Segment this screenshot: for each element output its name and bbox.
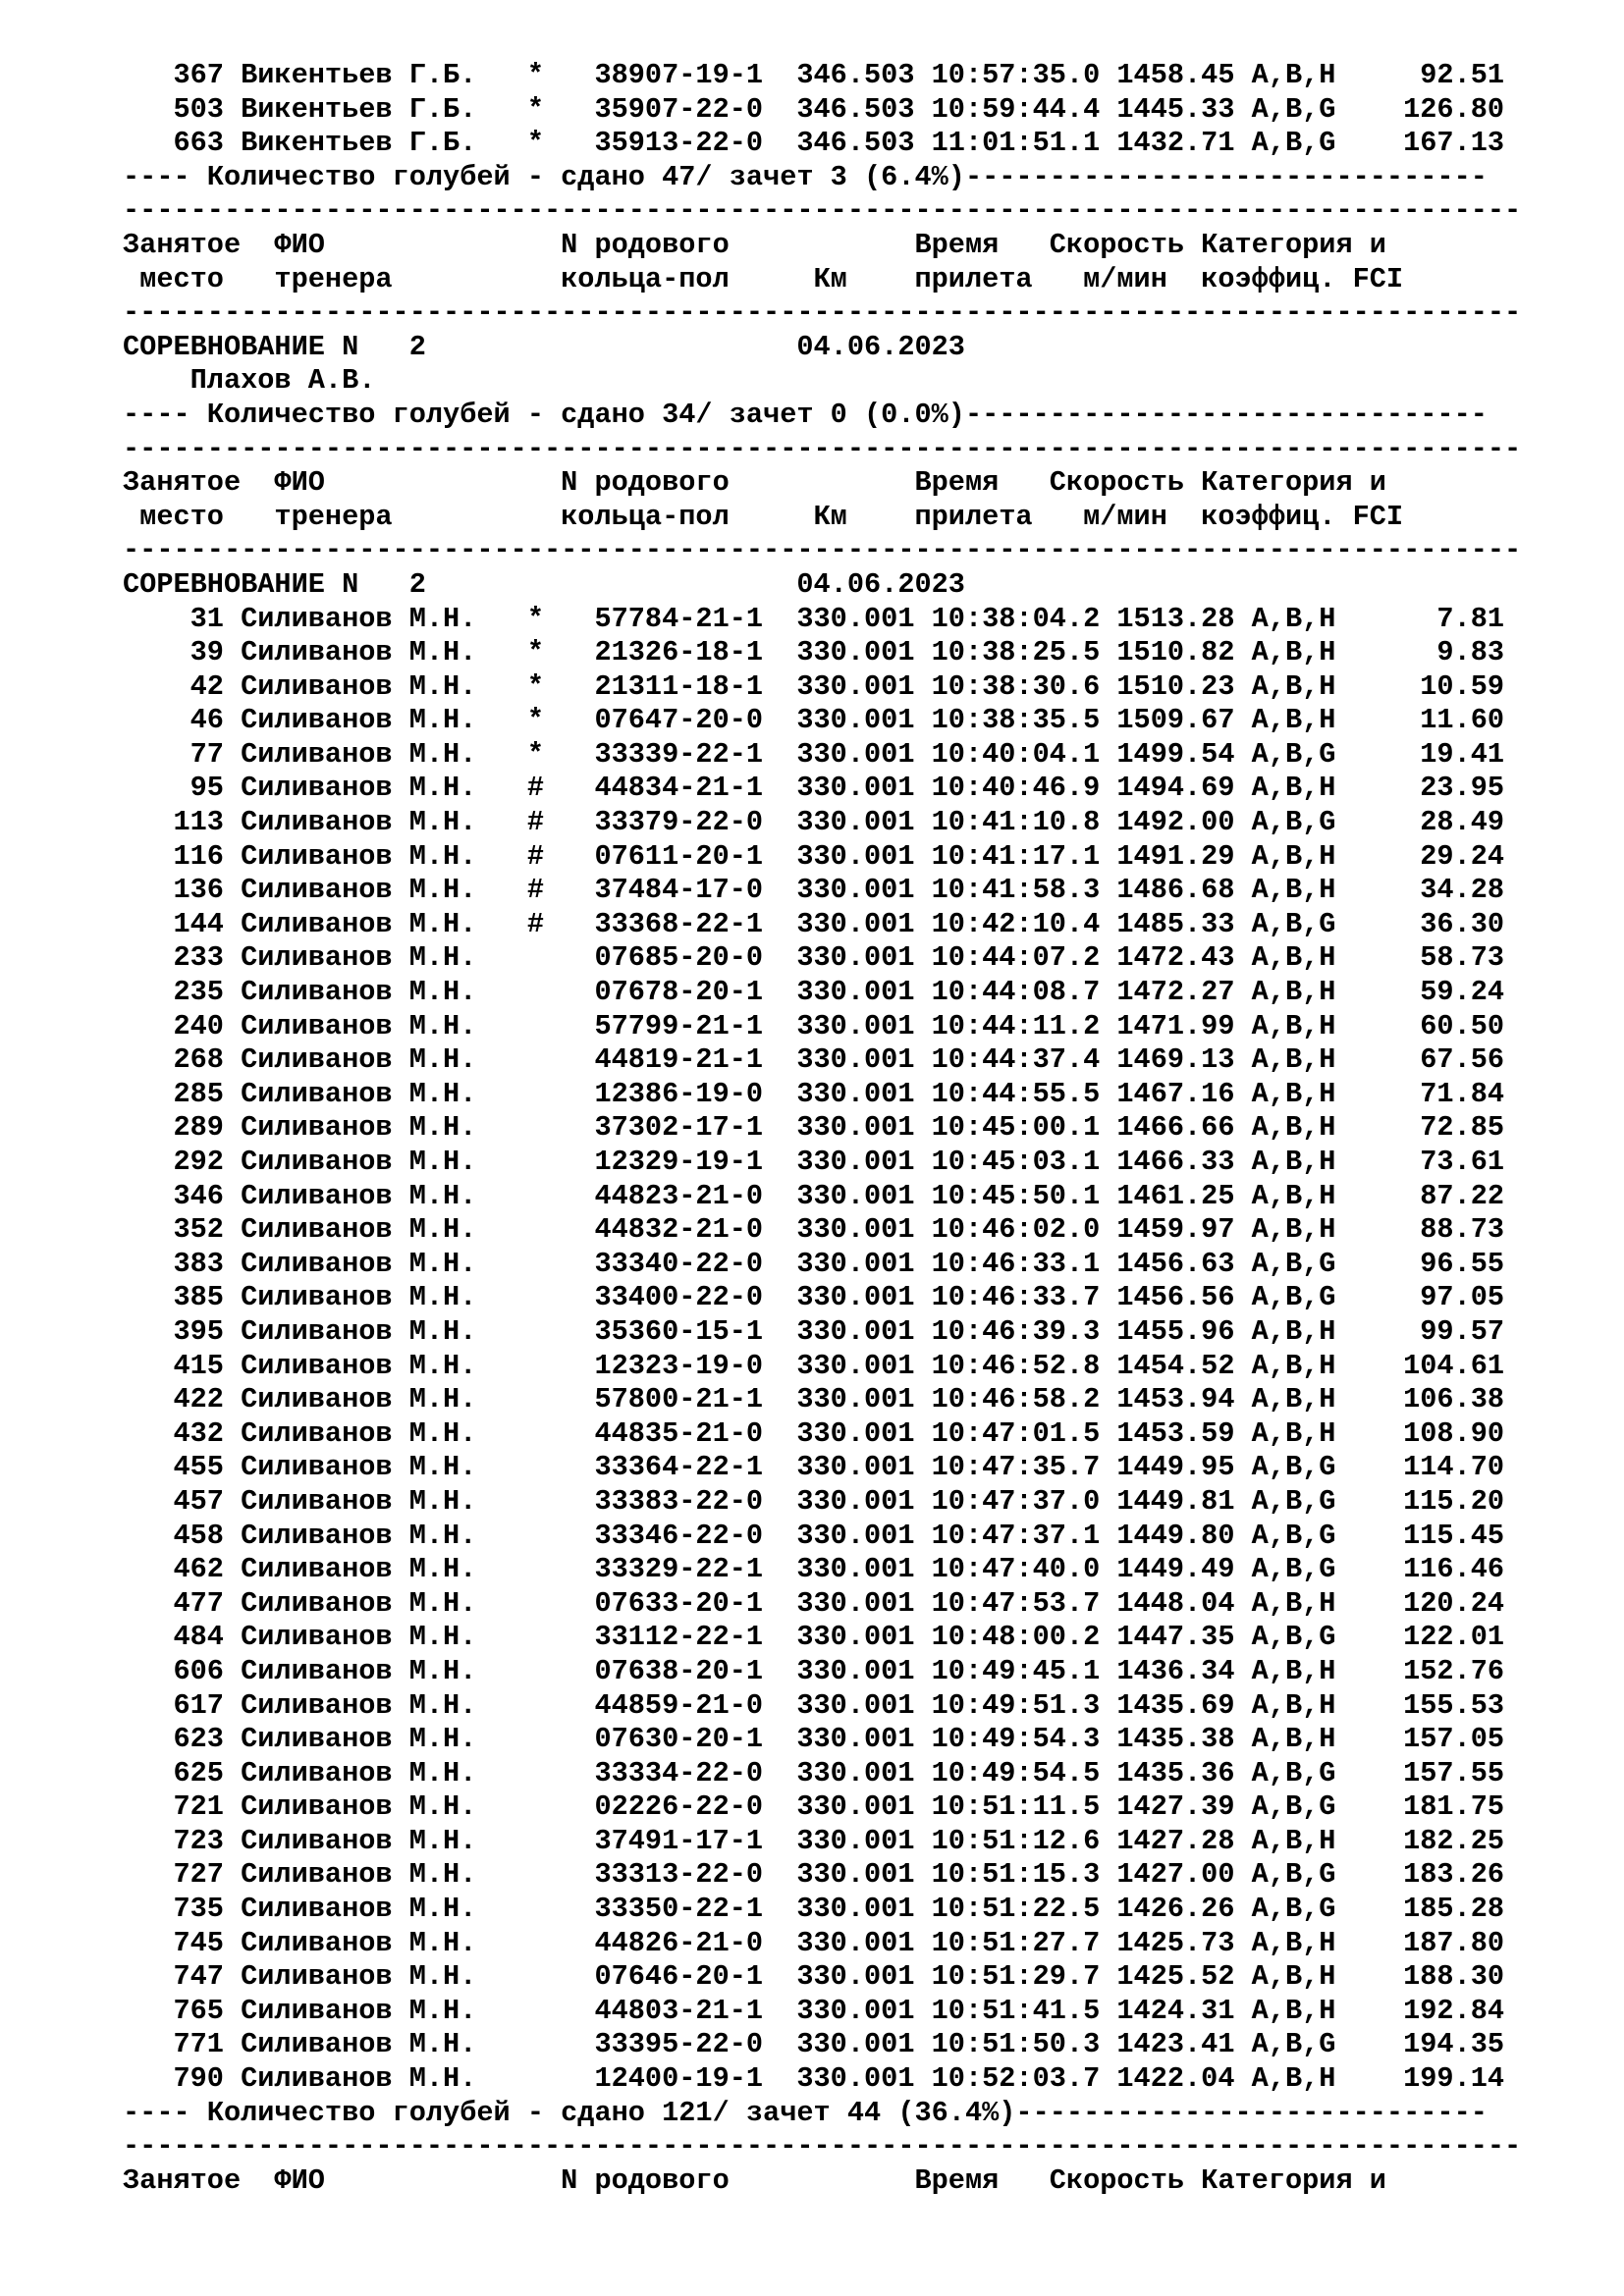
result-row: 663 Викентьев Г.Б. * 35913-22-0 346.503 11:01:51.1 1432.71 A,B,G 167.13 bbox=[123, 127, 1505, 160]
result-row: 268 Силиванов М.Н. 44819-21-1 330.001 10:44:37.4 1469.13 A,B,H 67.56 bbox=[123, 1043, 1505, 1077]
result-row: 415 Силиванов М.Н. 12323-19-0 330.001 10:46:52.8 1454.52 A,B,H 104.61 bbox=[123, 1349, 1505, 1382]
result-row: 39 Силиванов М.Н. * 21326-18-1 330.001 10:38:25.5 1510.82 A,B,H 9.83 bbox=[123, 636, 1505, 669]
summary-line: ---- Количество голубей - сдано 121/ зачет 44 (36.4%)---------------------------- bbox=[123, 2096, 1488, 2129]
result-row: 31 Силиванов М.Н. * 57784-21-1 330.001 10:38:04.2 1513.28 A,B,H 7.81 bbox=[123, 602, 1505, 635]
result-row: 723 Силиванов М.Н. 37491-17-1 330.001 10:51:12.6 1427.28 A,B,H 182.25 bbox=[123, 1824, 1505, 1857]
result-row: 289 Силиванов М.Н. 37302-17-1 330.001 10:45:00.1 1466.66 A,B,H 72.85 bbox=[123, 1111, 1505, 1145]
result-row: 721 Силиванов М.Н. 02226-22-0 330.001 10:51:11.5 1427.39 A,B,G 181.75 bbox=[123, 1790, 1505, 1824]
result-row: 116 Силиванов М.Н. # 07611-20-1 330.001 10:41:17.1 1491.29 A,B,H 29.24 bbox=[123, 839, 1505, 873]
result-row: 77 Силиванов М.Н. * 33339-22-1 330.001 10:40:04.1 1499.54 A,B,G 19.41 bbox=[123, 737, 1505, 771]
result-row: 625 Силиванов М.Н. 33334-22-0 330.001 10:49:54.5 1435.36 A,B,G 157.55 bbox=[123, 1756, 1505, 1789]
result-row: 458 Силиванов М.Н. 33346-22-0 330.001 10:47:37.1 1449.80 A,B,G 115.45 bbox=[123, 1519, 1505, 1552]
result-row: 422 Силиванов М.Н. 57800-21-1 330.001 10:46:58.2 1453.94 A,B,H 106.38 bbox=[123, 1383, 1505, 1416]
results-document bbox=[123, 59, 1596, 2198]
column-header-line-2: место тренера кольца-пол Км прилета м/мин коэффиц. FCI bbox=[123, 262, 1404, 295]
result-rows-top bbox=[123, 59, 1596, 161]
result-rows bbox=[123, 603, 1596, 2097]
separator-line: ----------------------------------------------------------------------------------- bbox=[123, 534, 1522, 567]
result-row: 457 Силиванов М.Н. 33383-22-0 330.001 10:47:37.0 1449.81 A,B,G 115.20 bbox=[123, 1484, 1505, 1518]
column-header-line-1: Занятое ФИО N родового Время Скорость Категория и bbox=[123, 466, 1386, 500]
result-row: 42 Силиванов М.Н. * 21311-18-1 330.001 10:38:30.6 1510.23 A,B,H 10.59 bbox=[123, 669, 1505, 703]
result-row: 484 Силиванов М.Н. 33112-22-1 330.001 10:48:00.2 1447.35 A,B,G 122.01 bbox=[123, 1621, 1505, 1654]
result-row: 623 Силиванов М.Н. 07630-20-1 330.001 10:49:54.3 1435.38 A,B,H 157.05 bbox=[123, 1723, 1505, 1756]
summary-line: ---- Количество голубей - сдано 47/ зачет 3 (6.4%)------------------------------- bbox=[123, 160, 1488, 193]
column-header-line-1: Занятое ФИО N родового Время Скорость Категория и bbox=[123, 2163, 1386, 2197]
result-row: 285 Силиванов М.Н. 12386-19-0 330.001 10:44:55.5 1467.16 A,B,H 71.84 bbox=[123, 1077, 1505, 1110]
result-row: 503 Викентьев Г.Б. * 35907-22-0 346.503 10:59:44.4 1445.33 A,B,G 126.80 bbox=[123, 92, 1505, 126]
separator-line: ----------------------------------------------------------------------------------- bbox=[123, 2130, 1522, 2163]
separator-line: ----------------------------------------------------------------------------------- bbox=[123, 296, 1522, 330]
result-row: 462 Силиванов М.Н. 33329-22-1 330.001 10:47:40.0 1449.49 A,B,G 116.46 bbox=[123, 1553, 1505, 1586]
result-row: 240 Силиванов М.Н. 57799-21-1 330.001 10:44:11.2 1471.99 A,B,H 60.50 bbox=[123, 1009, 1505, 1042]
result-row: 383 Силиванов М.Н. 33340-22-0 330.001 10:46:33.1 1456.63 A,B,G 96.55 bbox=[123, 1247, 1505, 1280]
result-row: 790 Силиванов М.Н. 12400-19-1 330.001 10:52:03.7 1422.04 A,B,H 199.14 bbox=[123, 2062, 1505, 2096]
result-row: 745 Силиванов М.Н. 44826-21-0 330.001 10:51:27.7 1425.73 A,B,H 187.80 bbox=[123, 1926, 1505, 1959]
result-row: 46 Силиванов М.Н. * 07647-20-0 330.001 10:38:35.5 1509.67 A,B,H 11.60 bbox=[123, 704, 1505, 737]
trainer-name: Плахов А.В. bbox=[123, 364, 376, 398]
result-row: 747 Силиванов М.Н. 07646-20-1 330.001 10:51:29.7 1425.52 A,B,H 188.30 bbox=[123, 1960, 1505, 1994]
result-row: 395 Силиванов М.Н. 35360-15-1 330.001 10:46:39.3 1455.96 A,B,H 99.57 bbox=[123, 1314, 1505, 1348]
result-row: 432 Силиванов М.Н. 44835-21-0 330.001 10:47:01.5 1453.59 A,B,H 108.90 bbox=[123, 1416, 1505, 1450]
competition-title: СОРЕВНОВАНИЕ N 2 04.06.2023 bbox=[123, 330, 965, 363]
column-header bbox=[123, 229, 1596, 296]
result-row: 367 Викентьев Г.Б. * 38907-19-1 346.503 10:57:35.0 1458.45 A,B,H 92.51 bbox=[123, 59, 1505, 91]
column-header-line-2: место тренера кольца-пол Км прилета м/мин коэффиц. FCI bbox=[123, 500, 1404, 533]
separator-line: ----------------------------------------------------------------------------------- bbox=[123, 194, 1522, 228]
result-row: 144 Силиванов М.Н. # 33368-22-1 330.001 10:42:10.4 1485.33 A,B,G 36.30 bbox=[123, 907, 1505, 940]
column-header bbox=[123, 466, 1596, 534]
result-row: 771 Силиванов М.Н. 33395-22-0 330.001 10:51:50.3 1423.41 A,B,G 194.35 bbox=[123, 2028, 1505, 2061]
result-row: 95 Силиванов М.Н. # 44834-21-1 330.001 10:40:46.9 1494.69 A,B,H 23.95 bbox=[123, 772, 1505, 805]
column-header-line-1: Занятое ФИО N родового Время Скорость Категория и bbox=[123, 228, 1386, 261]
result-row: 346 Силиванов М.Н. 44823-21-0 330.001 10:45:50.1 1461.25 A,B,H 87.22 bbox=[123, 1179, 1505, 1212]
separator-line: ----------------------------------------------------------------------------------- bbox=[123, 432, 1522, 465]
result-row: 292 Силиванов М.Н. 12329-19-1 330.001 10:45:03.1 1466.33 A,B,H 73.61 bbox=[123, 1146, 1505, 1178]
result-row: 385 Силиванов М.Н. 33400-22-0 330.001 10:46:33.7 1456.56 A,B,G 97.05 bbox=[123, 1281, 1505, 1314]
result-row: 235 Силиванов М.Н. 07678-20-1 330.001 10:44:08.7 1472.27 A,B,H 59.24 bbox=[123, 976, 1505, 1009]
result-row: 233 Силиванов М.Н. 07685-20-0 330.001 10:44:07.2 1472.43 A,B,H 58.73 bbox=[123, 941, 1505, 975]
result-row: 617 Силиванов М.Н. 44859-21-0 330.001 10:49:51.3 1435.69 A,B,H 155.53 bbox=[123, 1688, 1505, 1722]
result-row: 136 Силиванов М.Н. # 37484-17-0 330.001 10:41:58.3 1486.68 A,B,H 34.28 bbox=[123, 874, 1505, 907]
result-row: 352 Силиванов М.Н. 44832-21-0 330.001 10:46:02.0 1459.97 A,B,H 88.73 bbox=[123, 1213, 1505, 1247]
summary-line: ---- Количество голубей - сдано 34/ зачет 0 (0.0%)------------------------------- bbox=[123, 398, 1488, 431]
result-row: 477 Силиванов М.Н. 07633-20-1 330.001 10:47:53.7 1448.04 A,B,H 120.24 bbox=[123, 1586, 1505, 1620]
result-row: 455 Силиванов М.Н. 33364-22-1 330.001 10:47:35.7 1449.95 A,B,G 114.70 bbox=[123, 1451, 1505, 1484]
result-row: 735 Силиванов М.Н. 33350-22-1 330.001 10:51:22.5 1426.26 A,B,G 185.28 bbox=[123, 1893, 1505, 1926]
competition-title: СОРЕВНОВАНИЕ N 2 04.06.2023 bbox=[123, 567, 965, 601]
result-row: 606 Силиванов М.Н. 07638-20-1 330.001 10:49:45.1 1436.34 A,B,H 152.76 bbox=[123, 1654, 1505, 1687]
result-row: 765 Силиванов М.Н. 44803-21-1 330.001 10:51:41.5 1424.31 A,B,H 192.84 bbox=[123, 1994, 1505, 2027]
result-row: 727 Силиванов М.Н. 33313-22-0 330.001 10:51:15.3 1427.00 A,B,G 183.26 bbox=[123, 1858, 1505, 1892]
result-row: 113 Силиванов М.Н. # 33379-22-0 330.001 10:41:10.8 1492.00 A,B,G 28.49 bbox=[123, 806, 1505, 839]
